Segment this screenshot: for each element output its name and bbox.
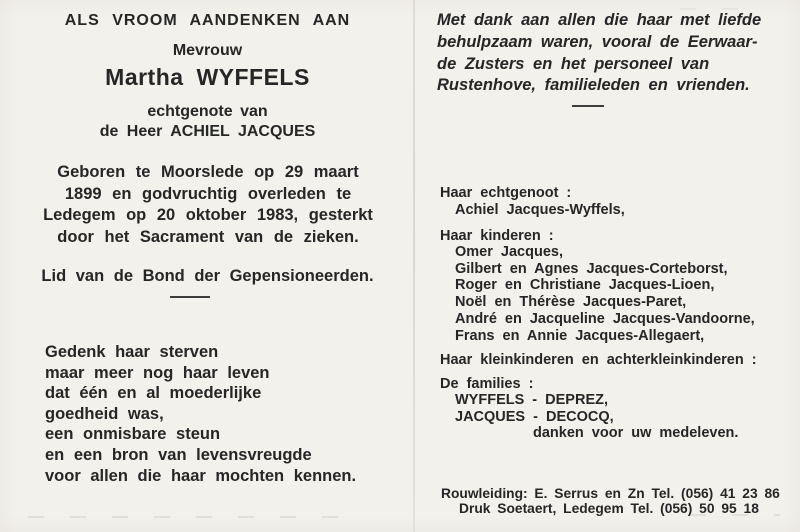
biography-line: Ledegem op 20 oktober 1983, gesterkt xyxy=(43,206,373,224)
memorial-header: ALS VROOM AANDENKEN AAN xyxy=(64,12,351,29)
biography-line: Geboren te Moorslede op 29 maart xyxy=(57,163,359,181)
poem-line: en een bron van levensvreugde xyxy=(45,445,312,464)
funeral-director-line: Rouwleiding: E. Serrus en Zn Tel. (056) 41 23 86 xyxy=(441,486,780,501)
poem-line: dat één en al moederlijke xyxy=(45,384,262,403)
scan-artifact xyxy=(680,8,740,10)
divider-rule-left xyxy=(170,296,210,298)
poem-line: voor allen die haar mochten kennen. xyxy=(45,466,357,485)
children-list xyxy=(455,244,755,344)
poem-line: Gedenk haar sterven xyxy=(45,343,219,361)
poem-line: goedheid was, xyxy=(45,404,164,423)
membership-line: Lid van de Bond der Gepensioneerden. xyxy=(41,267,374,285)
child-entry: Noël en Thérèse Jacques-Paret, xyxy=(455,294,687,311)
acknowledgement-line: Met dank aan allen die haar met liefde xyxy=(437,11,762,29)
printer-line: Druk Soetaert, Ledegem Tel. (056) 50 95 18 xyxy=(459,501,759,516)
child-entry: Roger en Christiane Jacques-Lioen, xyxy=(455,277,715,294)
divider-rule-right xyxy=(572,105,604,107)
child-entry: André en Jacqueline Jacques-Vandoorne, xyxy=(455,310,755,327)
spouse-intro: echtgenote van xyxy=(147,103,268,120)
acknowledgement-paragraph xyxy=(437,10,772,97)
family-entry: WYFFELS - DEPREZ, xyxy=(455,392,608,408)
child-entry: Frans en Annie Jacques-Allegaert, xyxy=(455,327,705,344)
spouse-entry: Achiel Jacques-Wyffels, xyxy=(455,202,625,218)
family-entry: JACQUES - DECOCQ, xyxy=(455,409,614,425)
poem-line: een onmisbare steun xyxy=(45,425,221,444)
biography-line: 1899 en godvruchtig overleden te xyxy=(64,184,352,203)
deceased-name: Martha WYFFELS xyxy=(105,64,310,90)
acknowledgement-line: behulpzaam waren, vooral de Eerwaar- xyxy=(437,32,758,51)
child-entry: Gilbert en Agnes Jacques-Corteborst, xyxy=(455,260,728,277)
memorial-poem xyxy=(45,342,356,486)
scan-artifact xyxy=(690,514,780,516)
children-section-label: Haar kinderen : xyxy=(440,228,554,244)
scan-artifact xyxy=(28,516,358,518)
acknowledgement-line: de Zusters en het personeel van xyxy=(437,54,710,73)
poem-line: maar meer nog haar leven xyxy=(45,363,270,382)
child-entry: Omer Jacques, xyxy=(455,244,563,260)
grandchildren-section-label: Haar kleinkinderen en achterkleinkinderen : xyxy=(440,352,757,368)
biography-paragraph xyxy=(28,162,388,248)
biography-line: door het Sacrament van de zieken. xyxy=(57,227,359,246)
families-closing-line: danken voor uw medeleven. xyxy=(533,425,739,441)
spouse-section-label: Haar echtgenoot : xyxy=(440,185,572,201)
acknowledgement-line: Rustenhove, familieleden en vrienden. xyxy=(437,76,750,95)
families-section-label: De families : xyxy=(440,376,534,392)
spouse-name-line: de Heer ACHIEL JACQUES xyxy=(99,123,316,140)
salutation: Mevrouw xyxy=(172,42,243,59)
